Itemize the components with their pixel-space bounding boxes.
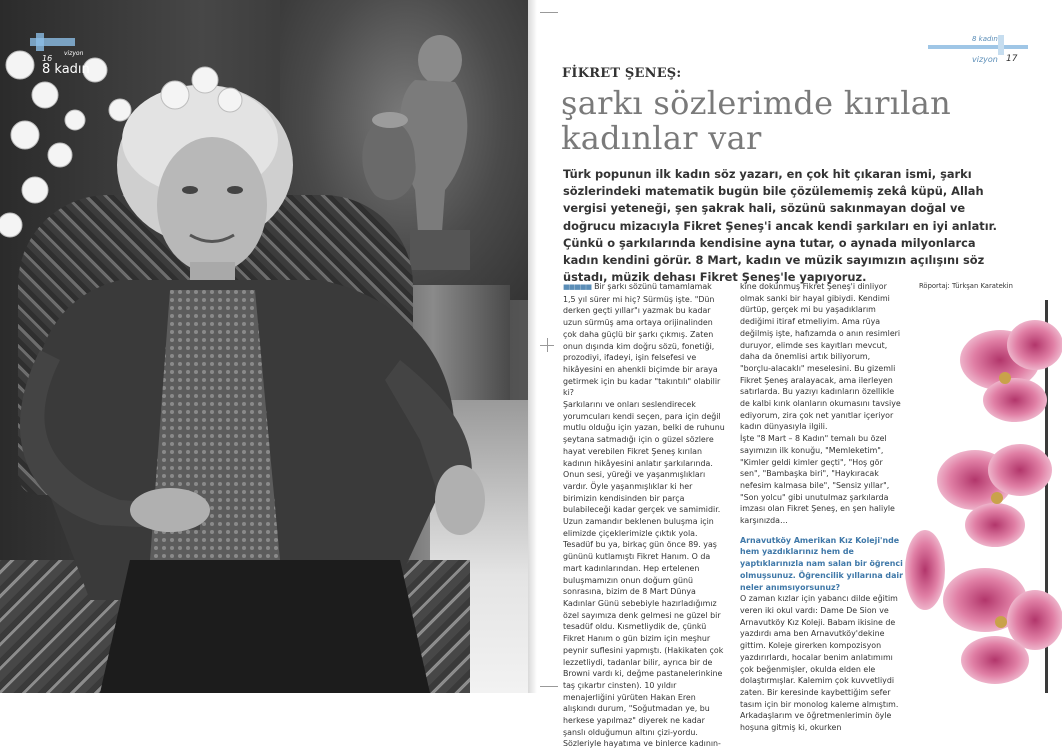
article-headline: şarkı sözlerimde kırılan kadınlar var <box>561 84 952 157</box>
left-vizyon-label: vizyon <box>64 50 84 57</box>
page-gutter <box>528 0 537 693</box>
registration-mark <box>547 338 548 352</box>
article-column-3 <box>919 281 1039 293</box>
paragraph: İşte "8 Mart – 8 Kadın" temalı bu özel sayımızın ilk konuğu, "Memleketim", "Kimler geldi kimler geçti", "Hoş gör sen", "Bambaşka biri", "Haykıracak nefesim kalmasa bile", "Sensiz yıllar", "Son yolcu" gibi unutulmaz şarkılarda imzası olan Fikret Şeneş, en şen haliyle karşınızda… <box>740 434 895 526</box>
header-bar-vertical <box>998 35 1004 55</box>
paragraph: ■■■■■ Bir şarkı sözünü tamamlamak 1,5 yıl sürer mi hiç? Sürmüş işte. "Dün derken geçti yıllar"ı yazmak bu kadar uzun sürmüş ama ortaya orijinalinden çok daha güçlü bir şarkı çıkmış. Zaten onun dışında kim doğru sözü, fonetiği, prozodiyi, ifadeyi, işin felsefesi ve hikâyesini en ahenkli biçimde bir araya getirmek için bu kadar "takıntılı" olabilir ki? <box>563 282 721 398</box>
portrait-photo <box>0 0 531 693</box>
left-page-number: 16 <box>42 54 53 63</box>
interview-answer: O zaman kızlar için yabancı dilde eğitim veren iki okul vardı: Dame De Sion ve Arnavutköy Kız Koleji. Babam ikisine de yazdırdı ama ben Arnavutköy'dekine gittim. Koleje girerken kompozisyon yazdırırlardı, hocalar benim anlatımımı çok beğenmişler, okulda elden ele dolaştırmışlar. Kalemim çok kuvvetliydi zaten. Bir keresinde kaybettiğim sefer tasım için bir monolog kaleme almıştım. Arkadaşlarım ve öğretmenlerimin öyle hoşuna gitmiş ki, okurken <box>740 594 899 733</box>
paragraph: Uzun zamandır beklenen buluşma için elimizde çiçeklerimizle çıktık yola. Tesadüf bu ya, birkaç gün önce 89. yaş gününü kutlamıştı Fikret Hanım. O da mart kadınlarından. Hep ertelenen buluşmamızın onun doğum günü sonrasına, bizim de 8 Mart Dünya Kadınlar Günü sebebiyle hazırladığımız özel sayımıza denk gelmesi ne güzel bir tesadüf oldu. Kısmetliydik de, çünkü Fikret Hanım o gün bizim için meşhur peynir suflesini yapmıştı. (Hakikaten çok lezzetliydi, tadanlar bilir, ayrıca bir de Browni vardı ki, değme pastanelerinkine taş çıkartır cinsten). 10 yıldır menajerliğini yürüten Hakan Eren alışkındı durum, "Soğutmadan ye, bu herkese yapılmaz" diyerek ne kadar şanslı olduğumun altını çizi-yordu. Sözleriyle hayatıma ve binlerce kadının- <box>563 517 724 749</box>
paragraph-start-marker: ■■■■■ <box>563 283 592 291</box>
paragraph: kine dokunmuş Fikret Şeneş'i dinliyor olmak sanki bir hayal gibiydi. Kendimi dürtüp, gerçek mi bu yaşadıklarım dediğimi itiraf etmeliyim. Ama rüya değilmiş işte, hafızamda o anın resimleri duruyor, elimde ses kayıtları mevcut, daha da önemlisi artık biliyorum, "borçlu-alacaklı" meselesini. Bu gizemli Fikret Şeneş aralayacak, ama ilerleyen satırlarda. Bu yazıyı kadınların özellikle de kalbi kırık olanların okumasını tavsiye ediyorum, zira çok net yanıtlar içeriyor kadın dünyasıyla ilgili. <box>740 282 901 432</box>
section-marker-bar-vertical <box>36 33 44 51</box>
article-lede: Türk popunun ilk kadın söz yazarı, en çok hit çıkaran ismi, şarkı sözlerindeki matematik bugün bile çözülememiş zekâ küpü, Allah vergisi yeteneği, şen şakrak hali, sözünü sakınmayan doğal ve doğrucu mizacıyla Fikret Şeneş'i ancak kendi şarkıları en iyi anlatır. Çünkü o şarkılarında kendisine ayna tutar, o aynada milyonlarca kadın kendini görür. 8 Mart, kadın ve müzik sayımızın açılışını söz üstadı, müzik dehası Fikret Şeneş'le yapıyoruz. <box>563 167 997 285</box>
crop-mark <box>540 686 558 687</box>
article-kicker: FİKRET ŞENEŞ: <box>562 66 682 81</box>
right-page-header <box>928 35 1038 65</box>
header-category: 8 kadın <box>972 35 998 43</box>
paragraph: Şarkılarını ve onları seslendirecek yorumcuları kendi seçen, para için değil mutlu olduğu için yazan, belki de ruhunu şeytana satmadığı için o güzel sözlere hayat verebilen Fikret Şeneş kırılan kadının hikâyesini anlatır şarkılarında. Onun sesi, yüreği ve yaşanmışlıkları vardır. Öyle yaşanmışlıklar ki her birimizin kendisinden bir parça bulabileceği kadar gerçek ve samimidir. <box>563 400 725 515</box>
byline: Röportaj: Türkşan Karatekin <box>919 282 1013 290</box>
header-bar <box>928 45 1028 49</box>
right-page-number: 17 <box>1006 54 1018 64</box>
header-section: vizyon <box>972 55 998 64</box>
article-column-1 <box>563 281 726 750</box>
white-orchids <box>0 25 260 255</box>
crop-mark <box>540 12 558 13</box>
interview-question: Arnavutköy Amerikan Kız Koleji'nde hem yazdıklarınız hem de yaptıklarınızla nam salan bir öğrenci olmuşsunuz. Öğrencilik yıllarına dair neler anımsıyorsunuz? <box>740 535 903 592</box>
article-column-2 <box>740 281 903 734</box>
left-section-title: 8 kadın <box>42 62 90 77</box>
pink-orchids <box>905 300 1062 693</box>
